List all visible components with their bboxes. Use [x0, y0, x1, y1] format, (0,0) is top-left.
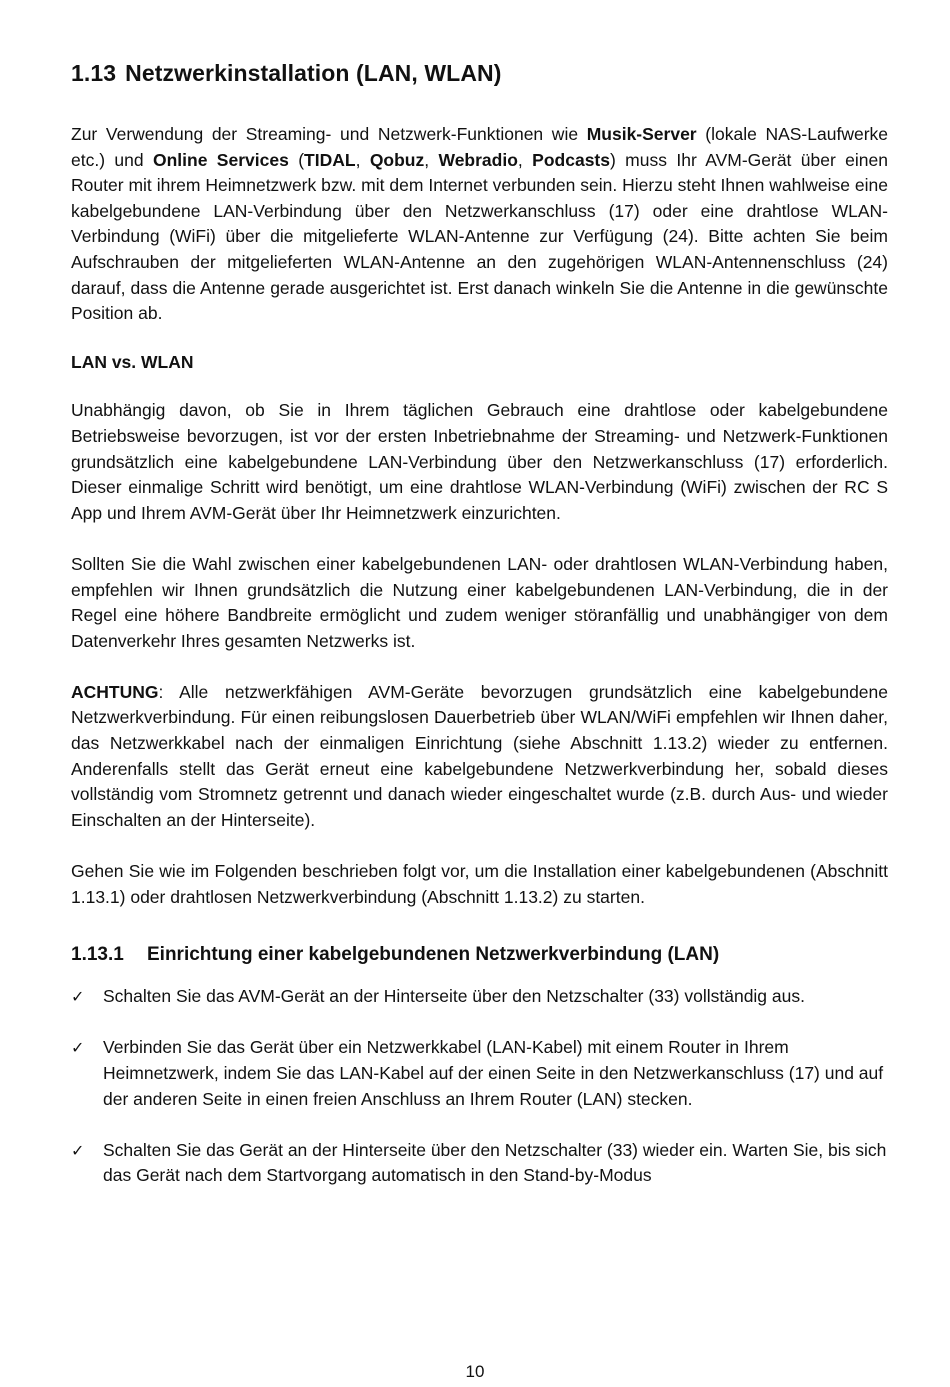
setup-steps-list: [71, 984, 888, 1189]
setup-step: [71, 1035, 888, 1112]
intro-bold-webradio: Webradio: [438, 149, 518, 170]
checkmark-icon: ✓: [71, 987, 85, 1007]
intro-text-6: ,: [517, 149, 533, 170]
page-content: [71, 60, 888, 1215]
intro-bold-podcasts: Podcasts: [532, 149, 610, 170]
section-heading: [71, 60, 888, 87]
procedure-paragraph: Gehen Sie wie im Folgenden beschrieben folgt vor, um die Installation einer kabelgebundenen (Abschnitt 1.13.1) oder drahtlosen Netzwerkverbindung (Abschnitt 1.13.2) zu starten.: [71, 861, 888, 907]
intro-bold-online-services: Online Services: [152, 149, 289, 170]
warning-paragraph: [71, 680, 888, 834]
intro-text-3: (: [288, 149, 305, 170]
intro-bold-tidal: TIDAL: [304, 149, 356, 170]
setup-step-text: Verbinden Sie das Gerät über ein Netzwerkkabel (LAN-Kabel) mit einem Router in Ihrem Heimnetzwerk, indem Sie das LAN-Kabel auf der einen Seite in den Netzwerkanschluss (17) und auf der anderen Seite in einen freien Anschluss an Ihrem Router (LAN) stecken.: [103, 1037, 884, 1109]
setup-step-text: Schalten Sie das AVM-Gerät an der Hinterseite über den Netzschalter (33) vollständig aus.: [103, 986, 805, 1007]
intro-text-2: (lokale NAS-Laufwerke etc.) und: [71, 124, 889, 170]
section-title: Netzwerkinstallation (LAN, WLAN): [125, 60, 502, 86]
setup-step-text: Schalten Sie das Gerät an der Hinterseite über den Netzschalter (33) wieder ein. Warten Sie, bis sich das Gerät nach dem Startvorgang automatisch in den Stand-by-Modus: [103, 1139, 887, 1186]
page-number: 10: [465, 1362, 485, 1381]
setup-step: [71, 1138, 888, 1189]
intro-text-7: ) muss Ihr AVM-Gerät über einen Router mit ihrem Heimnetzwerk bzw. mit dem Internet verbunden sein. Hierzu steht Ihnen wahlweise eine kabelgebundene LAN-Verbindung über den Netzwerkanschluss (17) oder eine drahtlose WLAN-Verbindung (WiFi) über die mitgelieferte WLAN-Antenne zur Verfügung (24). Bitte achten Sie beim Aufschrauben der mitgelieferten WLAN-Antenne an den zugehörigen WLAN-Antennenschluss (24) darauf, dass die Antenne gerade ausgerichtet ist. Erst danach winkeln Sie die Antenne in die gewünschte Position ab.: [71, 149, 889, 324]
lan-vs-wlan-heading: LAN vs. WLAN: [71, 352, 194, 373]
section-number: 1.13: [71, 60, 117, 86]
warning-label: ACHTUNG: [71, 681, 159, 702]
warning-text: : Alle netzwerkfähigen AVM-Geräte bevorzugen grundsätzlich eine kabelgebundene Netzwerkverbindung. Für einen reibungslosen Dauerbetrieb über WLAN/WiFi empfehlen wir Ihnen daher, das Netzwerkkabel nach der einmaligen Einrichtung (siehe Abschnitt 1.13.2) wieder zu entfernen. Anderenfalls stellt das Gerät erneut eine kabelgebundene Netzwerkverbindung her, sobald dieses vollständig vom Stromnetz getrennt und danach wieder eingeschaltet wurde (z.B. durch Aus- und wieder Einschalten an der Hinterseite).: [71, 681, 888, 830]
lan-requirement-paragraph: Unabhängig davon, ob Sie in Ihrem täglichen Gebrauch eine drahtlose oder kabelgebundene Betriebsweise bevorzugen, ist vor der ersten Inbetriebnahme der Streaming- und Netzwerk-Funktionen grundsätzlich eine kabelgebundene LAN-Verbindung über den Netzwerkanschluss (17) erforderlich. Dieser einmalige Schritt wird benötigt, um eine drahtlose WLAN-Verbindung (WiFi) zwischen der RC S App und Ihrem AVM-Gerät über Ihr Heimnetzwerk einzurichten.: [71, 400, 888, 523]
intro-bold-musik-server: Musik-Server: [586, 124, 697, 144]
intro-text-4: ,: [355, 149, 370, 170]
setup-step: [71, 984, 888, 1010]
subsection-heading: [71, 944, 888, 966]
subsection-number: 1.13.1: [71, 944, 124, 966]
intro-text-1: Zur Verwendung der Streaming- und Netzwerk-Funktionen wie: [71, 124, 587, 144]
checkmark-icon: ✓: [71, 1038, 85, 1058]
intro-paragraph: [71, 122, 888, 327]
subsection-title: Einrichtung einer kabelgebundenen Netzwerkverbindung (LAN): [147, 944, 720, 966]
intro-bold-qobuz: Qobuz: [369, 149, 425, 170]
intro-text-5: ,: [424, 149, 439, 170]
checkmark-icon: ✓: [71, 1140, 85, 1160]
lan-recommendation-paragraph: Sollten Sie die Wahl zwischen einer kabelgebundenen LAN- oder drahtlosen WLAN-Verbindung haben, empfehlen wir Ihnen grundsätzlich die Nutzung einer kabelgebundenen LAN-Verbindung, die in der Regel eine höhere Bandbreite ermöglicht und zudem weniger störanfällig und unabhängiger von dem Datenverkehr Ihres gesamten Netzwerks ist.: [71, 553, 888, 651]
